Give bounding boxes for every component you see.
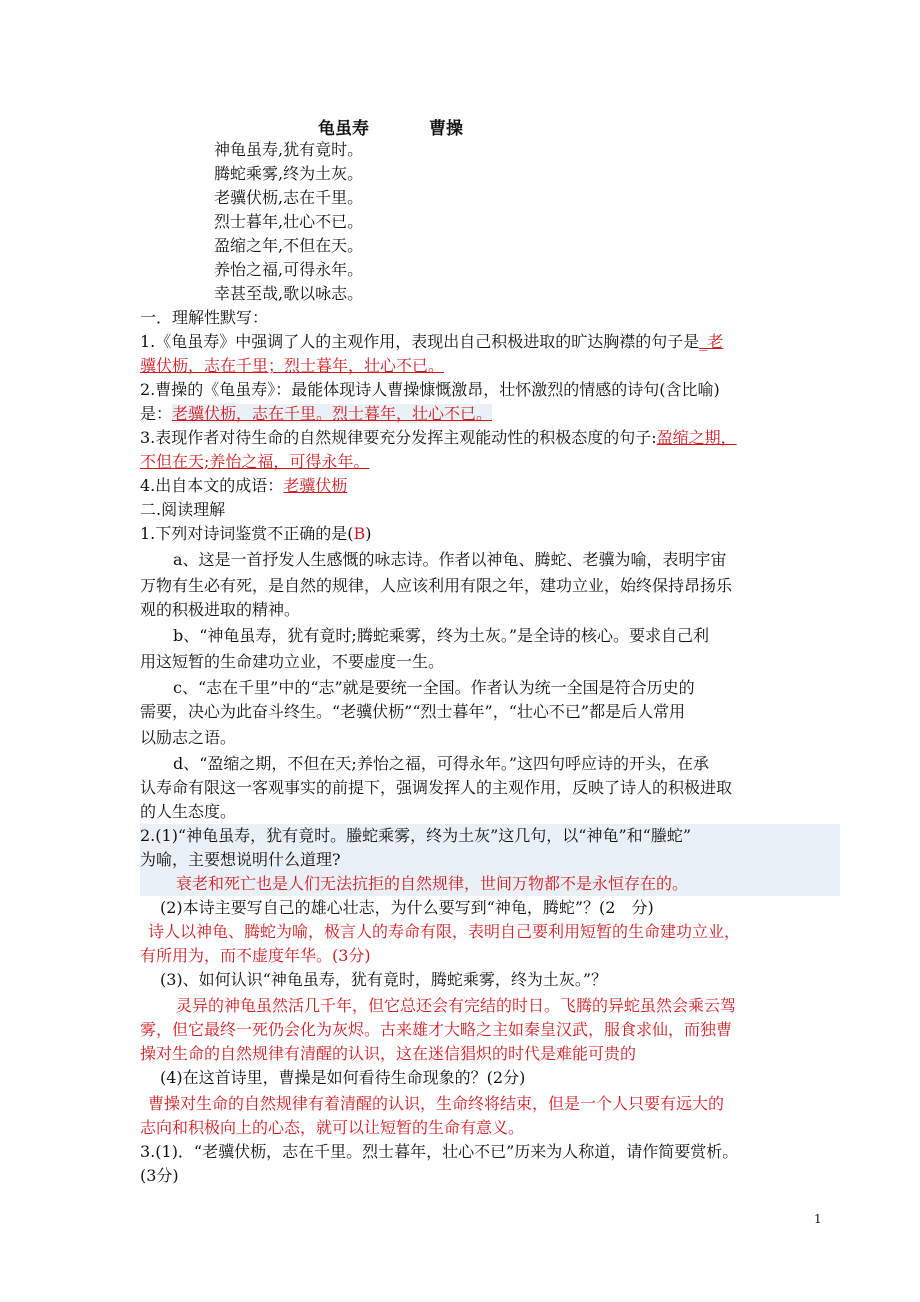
s2-q21-line2: 为喻，主要想说明什么道理? bbox=[140, 848, 840, 872]
s2-q21-answer: 衰老和死亡也是人们无法抗拒的自然规律，世间万物都不是永恒存在的。 bbox=[140, 872, 840, 896]
option-c-line2: 需要，决心为此奋斗终生。“老骥伏枥”“烈士暮年”，“壮心不已”都是后人常用 bbox=[140, 702, 686, 721]
s2-q24-text: (4)在这首诗里，曹操是如何看待生命现象的？(2分) bbox=[160, 1068, 526, 1087]
s2-q1-text: 1.下列对诗词鉴赏不正确的是( bbox=[140, 524, 354, 543]
s1-q3-answer-start: 盈缩之期， bbox=[656, 428, 737, 447]
s2-q24-answer2: 志向和积极向上的心态，就可以让短暂的生命有意义。 bbox=[140, 1118, 525, 1137]
s1-q1-answer-start: _老 bbox=[699, 332, 724, 351]
section1-heading: 一．理解性默写： bbox=[140, 308, 269, 327]
s2-q23-answer2: 雾，但它最终一死仍会化为灰烬。古来雄才大略之主如秦皇汉武，服食求仙，而独曹 bbox=[140, 1020, 733, 1039]
s1-q4-line bbox=[140, 474, 840, 498]
s1-q4-text: 4.出自本文的成语： bbox=[140, 476, 284, 495]
s2-q22-answer1: 诗人以神龟、腾蛇为喻，极言人的寿命有限，表明自己要利用短暂的生命建功立业， bbox=[148, 922, 741, 941]
option-a-line3: 观的积极进取的精神。 bbox=[140, 600, 301, 619]
poem-line: 烈士暮年,壮心不已。 bbox=[214, 212, 364, 231]
s2-q24-answer1: 曹操对生命的自然规律有着清醒的认识，生命终将结束，但是一个人只要有远大的 bbox=[148, 1094, 725, 1113]
option-a-line1: a、这是一首抒发人生感慨的咏志诗。作者以神龟、腾蛇、老骥为喻，表明宇宙 bbox=[173, 550, 727, 569]
s1-q1-line1 bbox=[140, 330, 840, 354]
s2-q1-answer: B bbox=[353, 524, 366, 543]
poem-name: 龟虽寿 bbox=[318, 119, 369, 139]
s1-q1-line2 bbox=[140, 354, 840, 378]
poem-line: 神龟虽寿,犹有竟时。 bbox=[214, 140, 364, 159]
s2-q22-text: (2)本诗主要写自己的雄心壮志，为什么要写到“神龟，腾蛇”？(2 分) bbox=[160, 898, 654, 917]
s1-q3-answer: 不但在天;养怡之福，可得永年。 bbox=[140, 452, 370, 471]
option-d-line1: d、“盈缩之期，不但在天;养怡之福，可得永年。”这四句呼应诗的开头，在承 bbox=[173, 754, 709, 773]
page-number: 1 bbox=[814, 1212, 822, 1226]
option-b-line1: b、“神龟虽寿，犹有竟时;腾蛇乘雾，终为土灰。”是全诗的核心。要求自己利 bbox=[173, 626, 709, 645]
s2-q21-line1: 2.(1)“神龟虽寿，犹有竟时。螣蛇乘雾，终为土灰”这几句，以“神龟”和“螣蛇” bbox=[140, 824, 840, 848]
poem-line: 盈缩之年,不但在天。 bbox=[214, 236, 364, 255]
poem-line: 腾蛇乘雾,终为土灰。 bbox=[214, 164, 364, 183]
s1-q2-line2 bbox=[140, 402, 840, 426]
s1-q3-line2 bbox=[140, 450, 840, 474]
s1-q1-text: 1.《龟虽寿》中强调了人的主观作用，表现出自己积极进取的旷达胸襟的句子是 bbox=[140, 332, 700, 351]
s1-q2-prefix: 是： bbox=[140, 404, 173, 423]
option-b-line2: 用这短暂的生命建功立业，不要虚度一生。 bbox=[140, 652, 445, 671]
s1-q3-line1 bbox=[140, 426, 840, 450]
s2-q31-line2: (3分) bbox=[140, 1166, 179, 1185]
option-a-line2: 万物有生必有死，是自然的规律，人应该利用有限之年，建功立业，始终保持昂扬乐 bbox=[140, 576, 733, 595]
option-c-line3: 以励志之语。 bbox=[140, 728, 237, 747]
option-d-line2: 认寿命有限这一客观事实的前提下，强调发挥人的主观作用，反映了诗人的积极进取 bbox=[140, 778, 733, 797]
s1-q2-answer: 老骥伏枥，志在千里。烈士暮年，壮心不已。 bbox=[172, 404, 493, 423]
option-d-line3: 的人生态度。 bbox=[140, 802, 237, 821]
s1-q1-answer: 骥伏枥，志在千里；烈士暮年，壮心不已。 bbox=[140, 356, 445, 375]
s1-q2-line1: 2.曹操的《龟虽寿》：最能体现诗人曹操慷慨激昂，壮怀激烈的情感的诗句(含比喻) bbox=[140, 380, 720, 399]
s2-q1-close: ) bbox=[365, 524, 372, 543]
poem-line: 养怡之福,可得永年。 bbox=[214, 260, 364, 279]
poem-body bbox=[214, 138, 363, 306]
s2-q23-answer3: 操对生命的自然规律有清醒的认识，这在迷信猖炽的时代是难能可贵的 bbox=[140, 1044, 637, 1063]
poem-line: 幸甚至哉,歌以咏志。 bbox=[214, 284, 364, 303]
s1-q4-answer: 老骥伏枥 bbox=[283, 476, 348, 495]
s1-q3-text: 3.表现作者对待生命的自然规律要充分发挥主观能动性的积极态度的句子: bbox=[140, 428, 657, 447]
option-c-line1: c、“志在千里”中的“志”就是要统一全国。作者认为统一全国是符合历史的 bbox=[173, 678, 695, 697]
poem-line: 老骥伏枥,志在千里。 bbox=[214, 188, 364, 207]
s2-q22-answer2: 有所用为，而不虚度年华。(3分) bbox=[140, 946, 371, 965]
s2-q23-text: (3)、如何认识“神龟虽寿，犹有竟时，腾蛇乘雾，终为土灰。”？ bbox=[160, 970, 608, 989]
poem-title bbox=[318, 114, 463, 139]
s2-q1-line bbox=[140, 522, 840, 546]
s2-q31-line1: 3.(1)．“老骥伏枥，志在千里。烈士暮年，壮心不已”历来为人称道，请作简要赏析。 bbox=[140, 1142, 739, 1161]
s2-q23-answer1: 灵异的神龟虽然活几千年，但它总还会有完结的时日。飞腾的异蛇虽然会乘云驾 bbox=[176, 996, 737, 1015]
section2-heading: 二.阅读理解 bbox=[140, 500, 226, 519]
poem-author: 曹操 bbox=[429, 119, 463, 139]
